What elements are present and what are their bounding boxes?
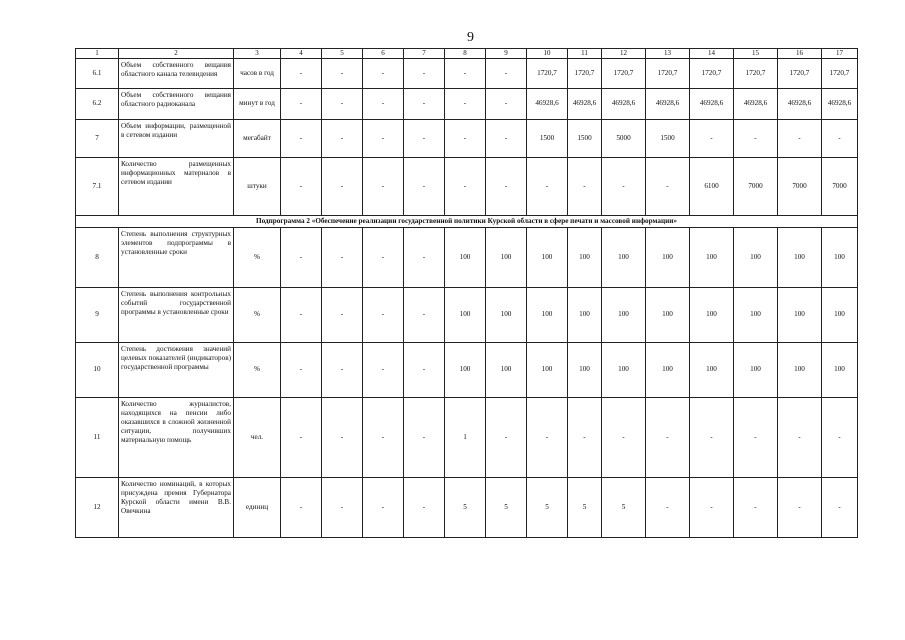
value-cell: - [404,227,445,287]
value-cell: 100 [778,227,822,287]
value-cell: 1720,7 [568,58,602,88]
row-number: 7.1 [76,157,119,215]
value-cell: 5000 [602,119,646,157]
value-cell: - [602,397,646,477]
value-cell: - [322,287,363,342]
value-cell: 1500 [646,119,690,157]
header-row [76,49,858,59]
value-cell: 46928,6 [527,88,568,119]
value-cell: - [363,342,404,397]
table-row [76,227,858,287]
table-row [76,88,858,119]
table-row [76,119,858,157]
value-cell: - [281,119,322,157]
value-cell: 1720,7 [734,58,778,88]
header-cell: 7 [404,49,445,59]
value-cell: - [486,119,527,157]
value-cell: - [778,397,822,477]
value-cell: - [646,477,690,537]
value-cell: 1500 [568,119,602,157]
table-row [76,287,858,342]
value-cell: - [322,157,363,215]
header-cell: 4 [281,49,322,59]
indicator-name: Объем информации, размещенной в сетевом издании [119,119,234,157]
value-cell: 7000 [822,157,858,215]
header-cell: 8 [445,49,486,59]
value-cell: - [486,157,527,215]
value-cell: - [322,119,363,157]
value-cell: - [281,397,322,477]
value-cell: 100 [646,227,690,287]
value-cell: - [281,227,322,287]
unit-cell: % [234,227,281,287]
table-row [76,157,858,215]
value-cell: - [778,119,822,157]
value-cell: - [822,477,858,537]
value-cell: - [363,227,404,287]
header-cell: 14 [690,49,734,59]
value-cell: - [281,88,322,119]
value-cell: - [690,119,734,157]
value-cell: - [568,397,602,477]
value-cell: 100 [445,342,486,397]
value-cell: - [445,119,486,157]
unit-cell: единиц [234,477,281,537]
header-cell: 9 [486,49,527,59]
header-cell: 1 [76,49,119,59]
value-cell: 100 [646,342,690,397]
value-cell: - [322,342,363,397]
header-cell: 3 [234,49,281,59]
value-cell: - [445,157,486,215]
value-cell: 100 [568,287,602,342]
value-cell: 100 [734,342,778,397]
value-cell: - [734,397,778,477]
value-cell: - [486,58,527,88]
value-cell: 5 [568,477,602,537]
value-cell: - [322,227,363,287]
value-cell: - [322,477,363,537]
header-cell: 10 [527,49,568,59]
value-cell: 100 [646,287,690,342]
value-cell: 6100 [690,157,734,215]
unit-cell: % [234,287,281,342]
value-cell: 100 [602,287,646,342]
value-cell: 100 [527,342,568,397]
value-cell: 100 [734,227,778,287]
value-cell: - [445,58,486,88]
value-cell: 100 [690,342,734,397]
value-cell: - [822,119,858,157]
value-cell: - [404,477,445,537]
value-cell: - [404,342,445,397]
value-cell: 5 [602,477,646,537]
header-cell: 12 [602,49,646,59]
value-cell: 5 [527,477,568,537]
indicator-name: Объем собственного вещания областного радиоканала [119,88,234,119]
value-cell: 100 [822,342,858,397]
indicator-name: Количество размещенных информационных материалов в сетевом издании [119,157,234,215]
value-cell: 46928,6 [646,88,690,119]
value-cell: - [822,397,858,477]
value-cell: 100 [602,227,646,287]
indicator-name: Количество номинаций, в которых присуждена премия Губернатора Курской области имени В.В. Овечкина [119,477,234,537]
value-cell: 100 [568,227,602,287]
value-cell: 100 [822,227,858,287]
value-cell: - [404,119,445,157]
value-cell: - [281,287,322,342]
value-cell: 100 [778,342,822,397]
subprogram-title: Подпрограмма 2 «Обеспечение реализации государственной политики Курской области в сфере печати и массовой информации» [76,215,858,227]
value-cell: - [734,477,778,537]
header-cell: 16 [778,49,822,59]
value-cell: 1720,7 [602,58,646,88]
value-cell: - [486,88,527,119]
value-cell: - [404,287,445,342]
value-cell: - [363,477,404,537]
indicator-name: Количество журналистов, находящихся на пенсии либо оказавшихся в сложной жизненной ситуации, получивших материальную помощь [119,397,234,477]
value-cell: 1720,7 [778,58,822,88]
value-cell: 7000 [778,157,822,215]
header-cell: 6 [363,49,404,59]
value-cell: 100 [822,287,858,342]
value-cell: 100 [690,227,734,287]
unit-cell: минут в год [234,88,281,119]
value-cell: 1720,7 [646,58,690,88]
unit-cell: чел. [234,397,281,477]
value-cell: - [778,477,822,537]
value-cell: - [281,477,322,537]
value-cell: - [404,157,445,215]
value-cell: - [690,397,734,477]
page-number: 9 [467,30,474,45]
value-cell: 1720,7 [690,58,734,88]
value-cell: 100 [486,227,527,287]
value-cell: - [363,397,404,477]
row-number: 6.2 [76,88,119,119]
value-cell: - [363,157,404,215]
value-cell: 100 [602,342,646,397]
value-cell: - [568,157,602,215]
value-cell: 46928,6 [602,88,646,119]
header-cell: 15 [734,49,778,59]
value-cell: 46928,6 [568,88,602,119]
value-cell: - [646,157,690,215]
row-number: 7 [76,119,119,157]
table-row [76,397,858,477]
row-number: 11 [76,397,119,477]
row-number: 9 [76,287,119,342]
header-cell: 5 [322,49,363,59]
value-cell: - [690,477,734,537]
value-cell: 7000 [734,157,778,215]
unit-cell: штуки [234,157,281,215]
value-cell: - [445,88,486,119]
header-cell: 13 [646,49,690,59]
value-cell: 100 [734,287,778,342]
value-cell: 100 [445,287,486,342]
value-cell: - [527,397,568,477]
header-cell: 17 [822,49,858,59]
value-cell: - [646,397,690,477]
table-row [76,477,858,537]
value-cell: - [404,397,445,477]
value-cell: - [322,88,363,119]
value-cell: 46928,6 [822,88,858,119]
value-cell: 1500 [527,119,568,157]
indicator-name: Степень достижения значений целевых показателей (индикаторов) государственной программы [119,342,234,397]
value-cell: - [363,119,404,157]
value-cell: 5 [486,477,527,537]
value-cell: 1 [445,397,486,477]
value-cell: - [404,58,445,88]
value-cell: 100 [486,287,527,342]
indicator-name: Объем собственного вещания областного канала телевидения [119,58,234,88]
indicators-table [75,48,858,538]
row-number: 12 [76,477,119,537]
value-cell: 100 [445,227,486,287]
value-cell: - [281,58,322,88]
table-row [76,58,858,88]
row-number: 8 [76,227,119,287]
value-cell: 46928,6 [778,88,822,119]
value-cell: - [527,157,568,215]
value-cell: 100 [778,287,822,342]
value-cell: - [322,58,363,88]
value-cell: 46928,6 [690,88,734,119]
value-cell: 1720,7 [527,58,568,88]
row-number: 6.1 [76,58,119,88]
table-row [76,342,858,397]
value-cell: - [363,287,404,342]
value-cell: - [281,342,322,397]
header-cell: 2 [119,49,234,59]
value-cell: 46928,6 [734,88,778,119]
value-cell: - [363,88,404,119]
value-cell: - [602,157,646,215]
indicator-name: Степень выполнения структурных элементов подпрограммы в установленные сроки [119,227,234,287]
value-cell: 1720,7 [822,58,858,88]
table-body [76,49,858,538]
unit-cell: % [234,342,281,397]
value-cell: - [486,397,527,477]
header-cell: 11 [568,49,602,59]
unit-cell: часов в год [234,58,281,88]
value-cell: 100 [527,287,568,342]
value-cell: 100 [568,342,602,397]
value-cell: 100 [527,227,568,287]
value-cell: 100 [690,287,734,342]
value-cell: 5 [445,477,486,537]
value-cell: - [404,88,445,119]
indicator-name: Степень выполнения контрольных событий государственной программы в установленные сроки [119,287,234,342]
value-cell: - [281,157,322,215]
value-cell: - [322,397,363,477]
value-cell: - [734,119,778,157]
value-cell: 100 [486,342,527,397]
row-number: 10 [76,342,119,397]
subprogram-row [76,215,858,227]
unit-cell: мегабайт [234,119,281,157]
value-cell: - [363,58,404,88]
